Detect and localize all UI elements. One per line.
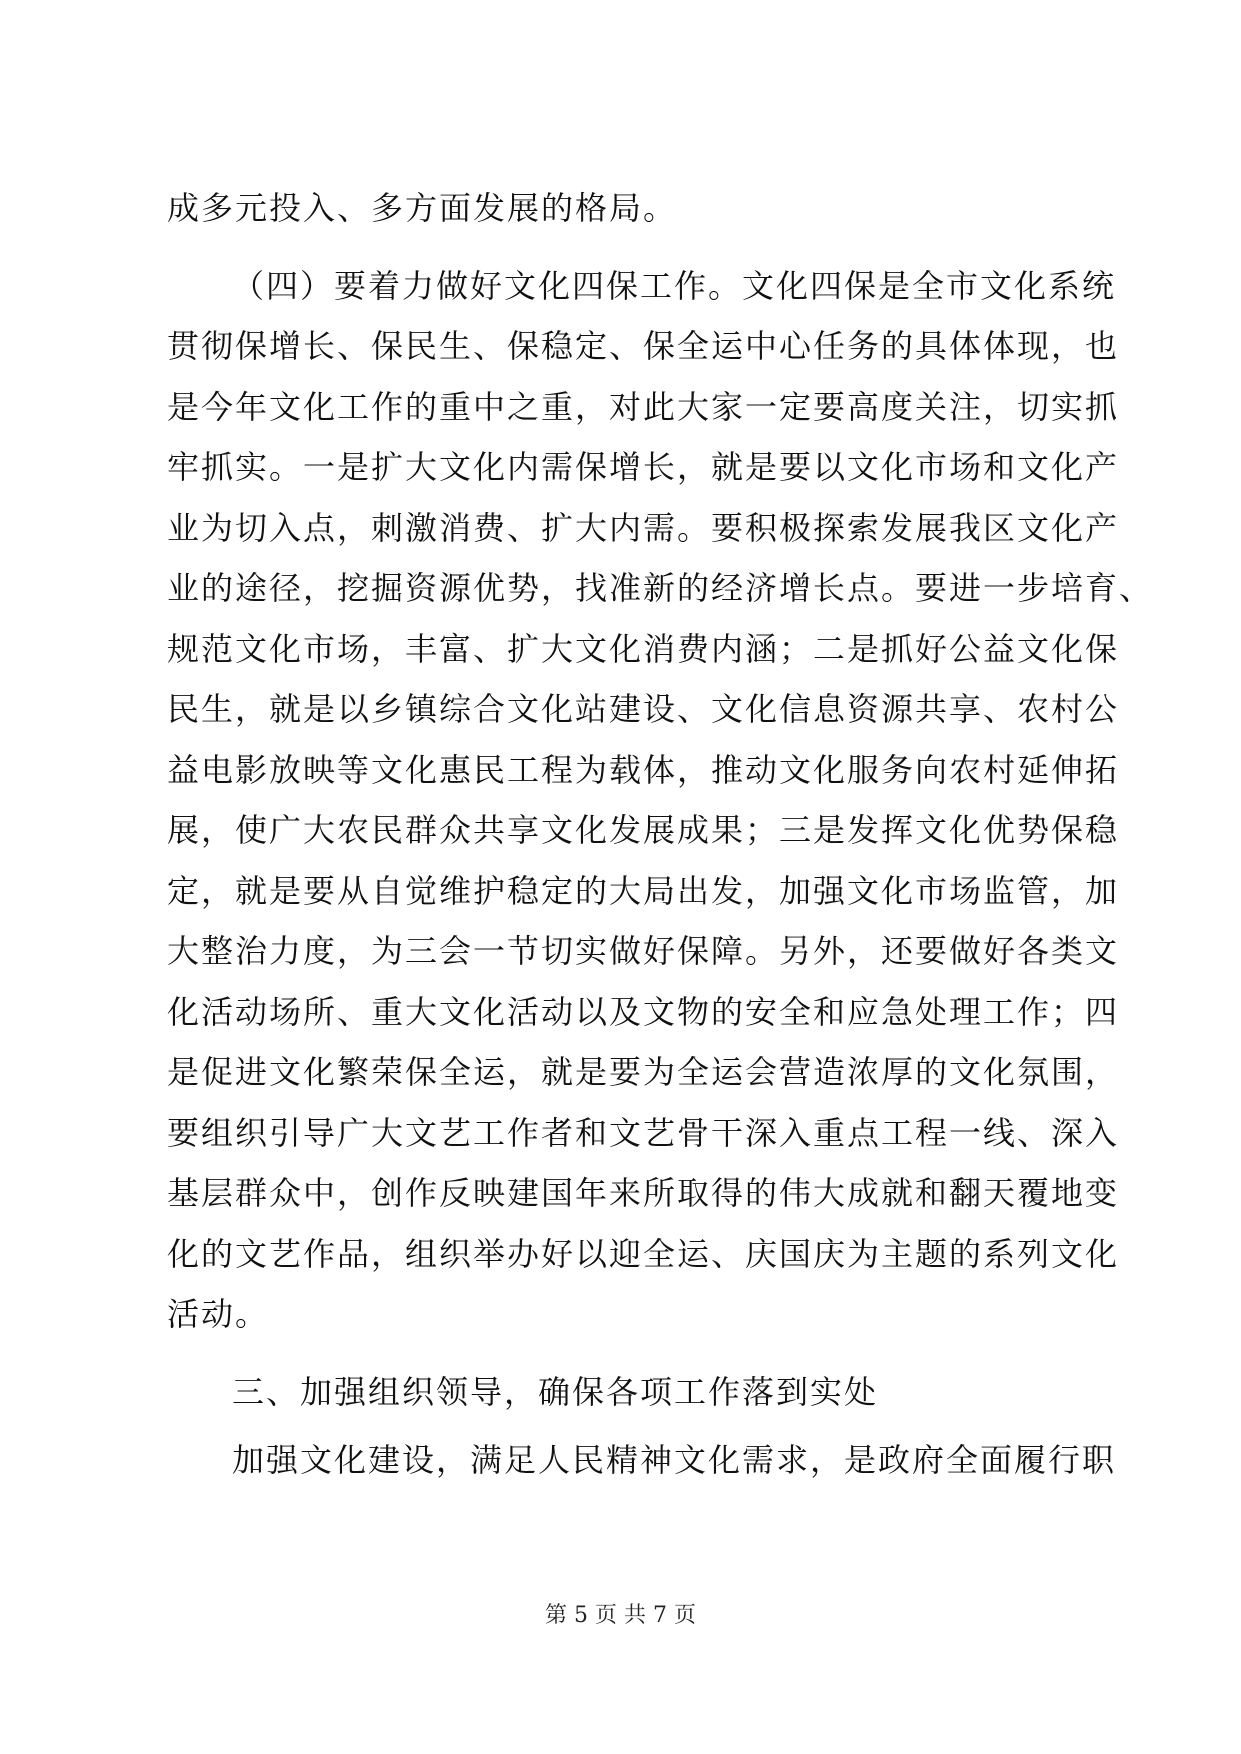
- text-line: （四）要着力做好文化四保工作。文化四保是全市文化系统: [232, 267, 1117, 305]
- text-line: 业为切入点，刺激消费、扩大内需。要积极探索发展我区文化产: [167, 509, 1120, 547]
- text-line: 民生，就是以乡镇综合文化站建设、文化信息资源共享、农村公: [167, 690, 1120, 728]
- text-line: 基层群众中，创作反映建国年来所取得的伟大成就和翻天覆地变: [167, 1174, 1120, 1212]
- text-line: 规范文化市场，丰富、扩大文化消费内涵；二是抓好公益文化保: [167, 630, 1120, 668]
- page-number-footer: 第 5 页 共 7 页: [545, 1603, 696, 1628]
- text-line: 化活动场所、重大文化活动以及文物的安全和应急处理工作；四: [167, 993, 1120, 1031]
- text-line: 活动。: [167, 1295, 270, 1333]
- text-line: 牢抓实。一是扩大文化内需保增长，就是要以文化市场和文化产: [167, 448, 1120, 486]
- text-line: 定，就是要从自觉维护稳定的大局出发，加强文化市场监管，加: [167, 872, 1120, 910]
- text-line: 化的文艺作品，组织举办好以迎全运、庆国庆为主题的系列文化: [167, 1235, 1120, 1273]
- text-line: 要组织引导广大文艺工作者和文艺骨干深入重点工程一线、深入: [167, 1114, 1120, 1152]
- text-line: 加强文化建设，满足人民精神文化需求，是政府全面履行职: [232, 1441, 1117, 1479]
- text-line: 业的途径，挖掘资源优势，找准新的经济增长点。要进一步培育、: [167, 569, 1154, 607]
- section-heading: 三、加强组织领导，确保各项工作落到实处: [232, 1373, 879, 1411]
- text-line: 展，使广大农民群众共享文化发展成果；三是发挥文化优势保稳: [167, 811, 1120, 849]
- text-line: 益电影放映等文化惠民工程为载体，推动文化服务向农村延伸拓: [167, 751, 1120, 789]
- text-line: 大整治力度，为三会一节切实做好保障。另外，还要做好各类文: [167, 932, 1120, 970]
- text-line: 是今年文化工作的重中之重，对此大家一定要高度关注，切实抓: [167, 388, 1120, 426]
- text-line: 是促进文化繁荣保全运，就是要为全运会营造浓厚的文化氛围，: [167, 1053, 1120, 1091]
- text-line: 贯彻保增长、保民生、保稳定、保全运中心任务的具体体现，也: [167, 327, 1120, 365]
- text-line: 成多元投入、多方面发展的格局。: [167, 189, 678, 227]
